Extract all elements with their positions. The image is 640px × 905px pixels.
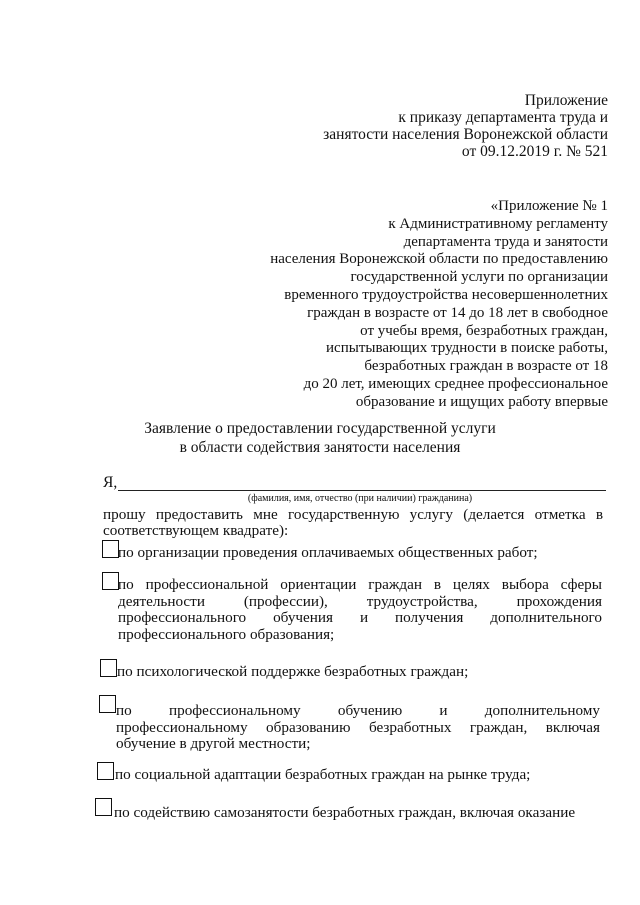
option-checkbox[interactable] [102,572,119,590]
title-line-2: в области содействия занятости населения [179,439,461,456]
option-checkbox[interactable] [97,762,114,780]
option-text: по организации проведения оплачиваемых общественных работ; [118,544,538,561]
option-text: по профессиональному обучению и дополнительному профессиональному образованию безработных граждан, включая обучение в другой местности; [116,702,600,752]
regulation-line: до 20 лет, имеющих среднее профессиональное [303,375,608,392]
option-text: по психологической поддержке безработных граждан; [117,663,469,680]
regulation-line: образование и ищущих работу впервые [355,393,608,410]
regulation-line: временного трудоустройства несовершеннолетних [284,286,608,303]
title-line-1: Заявление о предоставлении государственной услуги [144,420,496,437]
regulation-line: испытывающих трудности в поиске работы, [326,340,608,357]
option-checkbox[interactable] [100,659,117,677]
option-text: по профессиональной ориентации граждан в целях выбора сферы деятельности (профессии), трудоустройства, прохождения профессионального обучения и получения дополнительного профессионального образования; [118,576,602,643]
regulation-line: граждан в возрасте от 14 до 18 лет в свободное [307,304,608,321]
regulation-line: департамента труда и занятости [403,233,608,250]
appendix-line: от 09.12.2019 г. № 521 [461,143,608,160]
applicant-prefix: Я, [103,474,118,491]
regulation-line: государственной услуги по организации [350,269,608,286]
document-title [110,419,530,457]
regulation-line: от учебы время, безработных граждан, [360,322,608,339]
request-line-1: прошу предоставить мне государственную услугу (делается отметка в [103,506,603,523]
request-line-2: соответствующем квадрате): [103,522,289,539]
option-checkbox[interactable] [102,540,119,558]
applicant-name-field[interactable] [118,490,606,491]
regulation-line: к Административному регламенту [388,215,608,232]
option-checkbox[interactable] [99,695,116,713]
appendix-line: к приказу департамента труда и [398,109,608,126]
regulation-line: населения Воронежской области по предоставлению [270,251,608,268]
appendix-header [188,92,608,160]
option-checkbox[interactable] [95,798,112,816]
regulation-header [188,198,608,412]
appendix-line: Приложение [524,92,608,109]
regulation-line: безработных граждан в возрасте от 18 [364,358,608,375]
option-text: по социальной адаптации безработных граждан на рынке труда; [115,766,531,783]
option-text: по содействию самозанятости безработных граждан, включая оказание [114,804,576,821]
applicant-name-hint: (фамилия, имя, отчество (при наличии) гражданина) [247,493,473,504]
regulation-line: «Приложение № 1 [490,198,608,214]
appendix-line: занятости населения Воронежской области [323,126,608,143]
